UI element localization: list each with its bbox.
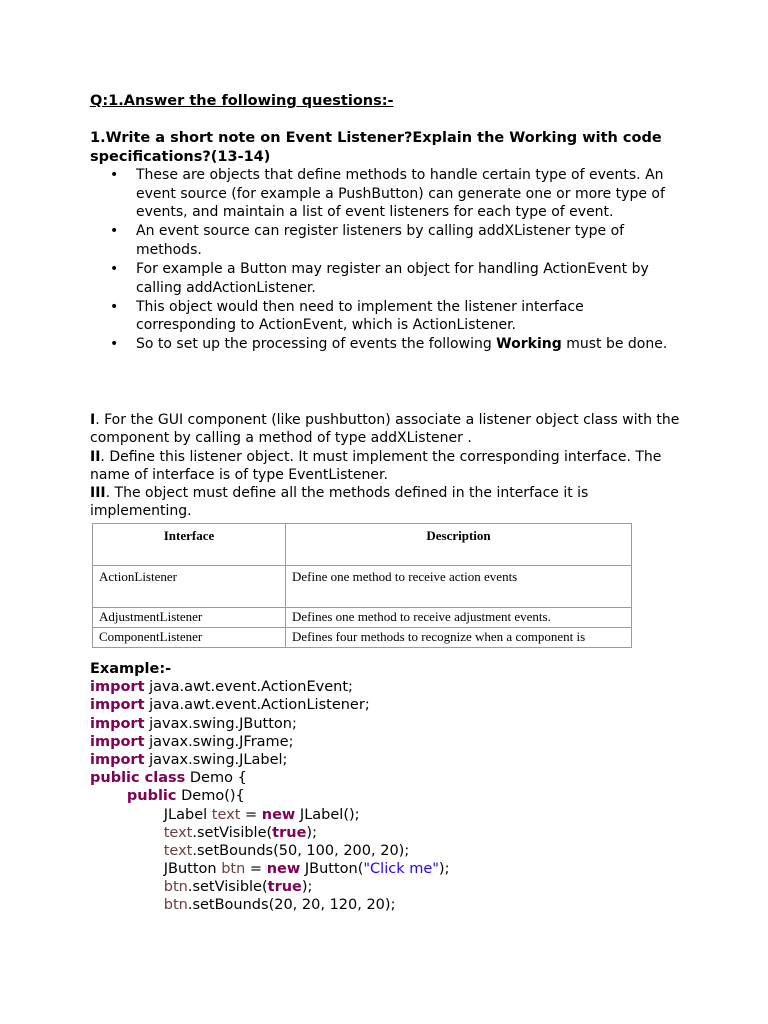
list-item: • For example a Button may register an object for handling ActionEvent by calling addActionListener. — [110, 260, 649, 296]
table-cell: Defines four methods to recognize when a component is — [286, 628, 632, 648]
code-line: public class Demo { — [90, 770, 247, 787]
example-label: Example:- — [90, 661, 172, 677]
list-item: • So to set up the processing of events the following Working must be done. — [110, 336, 668, 353]
code-line: text.setBounds(50, 100, 200, 20); — [163, 842, 410, 859]
code-line: import java.awt.event.ActionListener; — [90, 697, 370, 714]
table-cell: ActionListener — [93, 566, 286, 608]
code-line: import javax.swing.JFrame; — [90, 733, 294, 750]
list-item: • This object would then need to implement the listener interface corresponding to ActionEvent, which is ActionListener. — [110, 298, 584, 334]
table-row — [93, 628, 632, 648]
interface-table — [92, 523, 632, 648]
bullet-list — [110, 166, 680, 354]
code-line: import javax.swing.JLabel; — [90, 751, 288, 768]
table-cell: Define one method to receive action events — [286, 566, 632, 608]
step-item: II. Define this listener object. It must implement the corresponding interface. The name of interface is of type EventListener. — [90, 448, 662, 483]
code-line: public Demo(){ — [126, 788, 245, 805]
code-line: import javax.swing.JButton; — [90, 715, 297, 732]
code-line: btn.setBounds(20, 20, 120, 20); — [163, 897, 396, 914]
code-line: text.setVisible(true); — [163, 824, 317, 841]
bullet-icon: • — [110, 223, 119, 240]
bullet-icon: • — [110, 167, 119, 183]
table-header-row — [93, 524, 632, 566]
table-header: Description — [286, 524, 632, 566]
table-cell: ComponentListener — [93, 628, 286, 648]
steps-paragraph — [90, 411, 690, 521]
table-header: Interface — [93, 524, 286, 566]
code-line: JButton btn = new JButton("Click me"); — [163, 861, 450, 878]
step-item: I. For the GUI component (like pushbutton) associate a listener object class with the component by calling a method of type addXListener . — [90, 412, 680, 447]
code-line: btn.setVisible(true); — [163, 879, 313, 896]
bullet-icon: • — [110, 298, 119, 315]
list-item: • These are objects that define methods to handle certain type of events. An event source (for example a PushButton) can generate one or more type of events, and maintain a list of event listeners for each type of event. — [110, 167, 665, 221]
table-row — [93, 608, 632, 628]
table-cell: AdjustmentListener — [93, 608, 286, 628]
question-heading: 1.Write a short note on Event Listener?Explain the Working with code specifications?(13-14) — [90, 130, 662, 165]
section-heading: Q:1.Answer the following questions:- — [90, 93, 394, 109]
table-row — [93, 566, 632, 608]
table-cell: Defines one method to receive adjustment events. — [286, 608, 632, 628]
code-example — [90, 660, 449, 915]
list-item: • An event source can register listeners by calling addXListener type of methods. — [110, 223, 625, 258]
code-line: import java.awt.event.ActionEvent; — [90, 679, 353, 696]
bullet-icon: • — [110, 260, 119, 277]
code-line: JLabel text = new JLabel(); — [163, 806, 360, 823]
bullet-icon: • — [110, 336, 119, 353]
step-item: III. The object must define all the methods defined in the interface it is implementing. — [90, 485, 589, 520]
